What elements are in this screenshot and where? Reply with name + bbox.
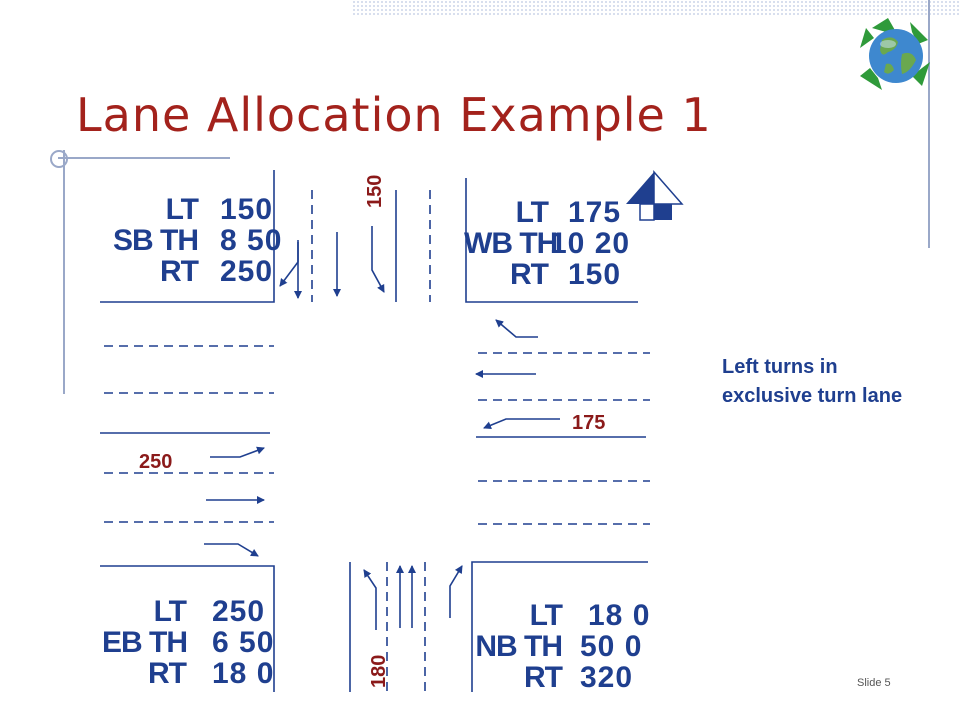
slide-title: Lane Allocation Example 1: [76, 88, 712, 142]
movement-label: RT: [160, 255, 198, 288]
left-turn-volume-eastbound: 250: [139, 451, 173, 473]
volume-table-southbound: [108, 194, 282, 287]
movement-label: LT: [153, 595, 186, 628]
volume-row: [108, 194, 282, 225]
note-text: [722, 353, 902, 411]
movement-volume: 250: [212, 595, 266, 628]
movement-label: SB TH: [113, 224, 198, 257]
volume-row: [464, 259, 630, 290]
movement-volume: 8 50: [220, 224, 283, 257]
arrow-wb-left: [484, 419, 560, 428]
arrow-sb-left: [372, 226, 384, 292]
volume-row: [470, 600, 650, 631]
movement-label: RT: [148, 657, 186, 690]
movement-label: RT: [510, 258, 548, 291]
arrow-wb-right: [496, 320, 538, 337]
movement-volume: 150: [220, 193, 274, 226]
volume-row: [464, 228, 630, 259]
movement-label: LT: [515, 196, 548, 229]
volume-row: [102, 658, 274, 689]
slide-number: Slide 5: [857, 677, 891, 689]
movement-label: NB TH: [475, 630, 562, 663]
movement-label: EB TH: [102, 626, 187, 659]
movement-volume: 250: [220, 255, 274, 288]
volume-row: [470, 662, 650, 693]
movement-volume: 18 0: [588, 599, 651, 632]
arrow-nb-left: [364, 570, 376, 630]
movement-volume: 175: [568, 196, 622, 229]
volume-row: [102, 627, 274, 658]
arrow-nb-right: [450, 566, 462, 618]
left-turn-volume-westbound: 175: [572, 412, 606, 434]
north-arrow-icon: [626, 172, 682, 220]
volume-row: [108, 256, 282, 287]
note-line-1: Left turns in: [722, 356, 838, 378]
volume-table-eastbound: [102, 596, 274, 689]
volume-table-northbound: [470, 600, 650, 693]
volume-row: [102, 596, 274, 627]
movement-label: WB TH: [464, 227, 558, 260]
arrow-eb-right: [204, 544, 258, 556]
left-turn-volume-southbound: 150: [364, 174, 386, 208]
volume-row: [470, 631, 650, 662]
movement-volume: 18 0: [212, 657, 275, 690]
arrow-sb-right: [280, 242, 298, 286]
movement-volume: 50 0: [580, 630, 643, 663]
volume-row: [108, 225, 282, 256]
arrow-eb-left: [210, 448, 264, 457]
volume-row: [464, 197, 630, 228]
note-line-2: exclusive turn lane: [722, 385, 903, 407]
left-turn-volume-northbound: 180: [368, 654, 390, 688]
movement-label: LT: [165, 193, 198, 226]
movement-label: RT: [524, 661, 562, 694]
movement-volume: 6 50: [212, 626, 275, 659]
volume-table-westbound: [464, 197, 630, 290]
movement-volume: 150: [568, 258, 622, 291]
movement-volume: 320: [580, 661, 634, 694]
movement-volume: 10 20: [550, 227, 631, 260]
movement-label: LT: [529, 599, 562, 632]
